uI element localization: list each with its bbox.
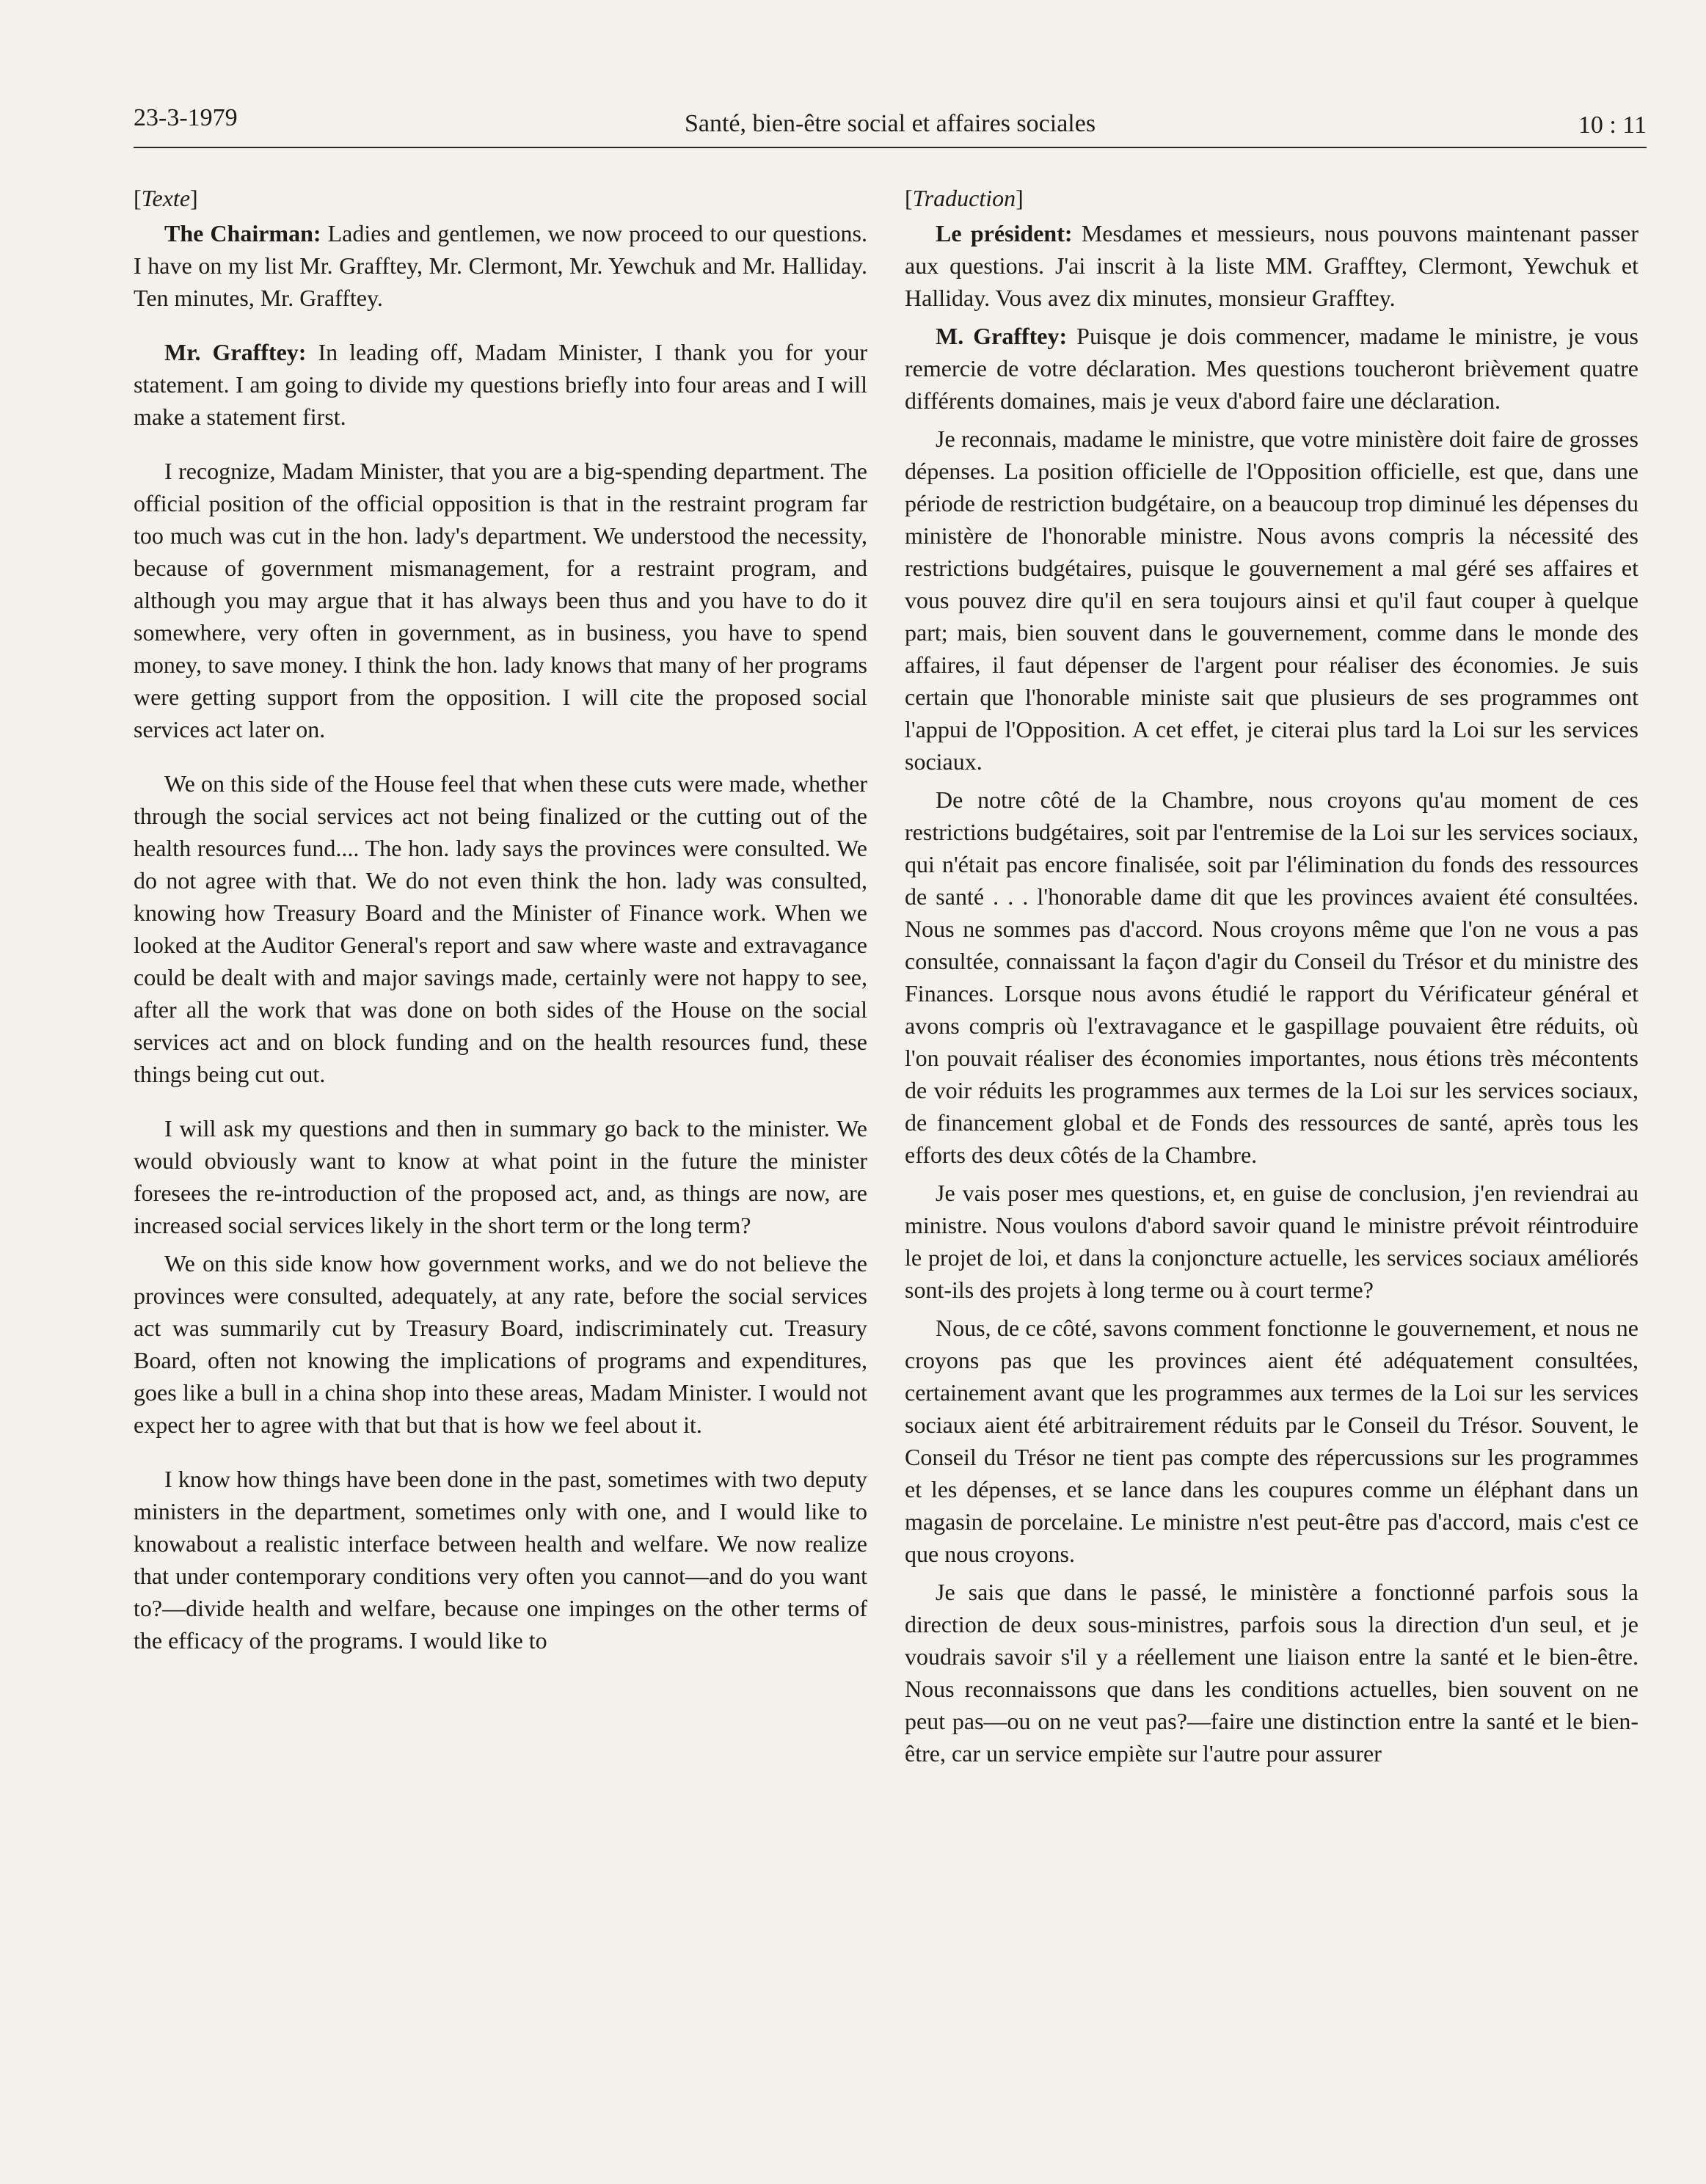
paragraph xyxy=(134,1247,867,1441)
language-label-text: Traduction xyxy=(912,185,1016,211)
paragraph-text: We on this side know how government works, and we do not believe the provinces were consulted, adequately, at any rate, before the social services act was summarily cut by Treasury Board, indiscriminately cut. Treasury Board, often not knowing the implications of programs and expenditures, goes like a bull in a china shop into these areas, Madam Minister. I would not expect her to agree with that but that is how we feel about it. xyxy=(134,1250,867,1438)
english-column xyxy=(134,182,867,2163)
speaker-name: Mr. Grafftey: xyxy=(164,339,307,365)
paragraph xyxy=(905,320,1638,417)
paragraph-text: In leading off, Madam Minister, I thank you for your statement. I am going to divide my questions briefly into four areas and I will make a statement first. xyxy=(134,339,868,430)
paragraph-text: I will ask my questions and then in summary go back to the minister. We would obviously want to know at what point in the future the minister foresees the re-introduction of the proposed act, and, as things are now, are increased social services likely in the short term or the long term? xyxy=(134,1115,867,1238)
header-title: Santé, bien-être social et affaires sociales xyxy=(684,110,1096,137)
paragraph xyxy=(905,1312,1638,1570)
paragraph-text: I recognize, Madam Minister, that you are a big-spending department. The official position of the official opposition is that in the restraint program far too much was cut in the hon. lady's department. We understood the necessity, because of government mismanagement, for a restraint program, and although you may argue that it has always been thus and you have to do it somewhere, very often in government, as in business, you have to spend money, to save money. I think the hon. lady knows that many of her programs were getting support from the opposition. I will cite the proposed social services act later on. xyxy=(134,458,867,742)
french-column xyxy=(905,182,1638,2163)
speaker-name: Le président: xyxy=(936,220,1073,246)
paragraph xyxy=(134,767,867,1090)
paragraph xyxy=(134,455,867,745)
language-label: [Texte] xyxy=(134,185,198,211)
paragraph-text: Je sais que dans le passé, le ministère a fonctionné parfois sous la direction de deux sous-ministres, parfois sous la direction d'un seul, et je voudrais savoir s'il y a réellement une liaison entre la santé et le bien-être. Nous reconnaissons que dans les conditions actuelles, bien souvent on ne peut pas—ou on ne veut pas?—faire une distinction entre la santé et le bien-être, car un service empiète sur l'autre pour assurer xyxy=(905,1579,1638,1767)
paragraph xyxy=(134,1463,867,1657)
paragraph-text: Mesdames et messieurs, nous pouvons maintenant passer aux questions. J'ai inscrit à la liste MM. Grafftey, Clermont, Yewchuk et Halliday. Vous avez dix minutes, monsieur Grafftey. xyxy=(905,220,1639,311)
paragraph xyxy=(905,217,1638,314)
paragraph-text: De notre côté de la Chambre, nous croyons qu'au moment de ces restrictions budgétaires, soit par l'entremise de la Loi sur les services sociaux, qui n'était pas encore finalisée, soit par l'élimination du fonds des ressources de santé . . . l'honorable dame dit que les provinces avaient été consultées. Nous ne sommes pas d'accord. Nous croyons même que l'on ne vous a pas consultée, connaissant la façon d'agir du Conseil du Trésor et du ministre des Finances. Lorsque nous avons étudié le rapport du Vérificateur général et avons compris où l'extravagance et le gaspillage pouvaient être réduits, où l'on pouvait réaliser des économies importantes, nous étions très mécontents de voir réduits les programmes aux termes de la Loi sur les services sociaux, de financement global et de Fonds des ressources de santé, après tous les efforts des deux côtés de la Chambre. xyxy=(905,786,1638,1168)
paragraph-text: We on this side of the House feel that when these cuts were made, whether through the social services act not being finalized or the cutting out of the health resources fund.... The hon. lady says the provinces were consulted. We do not agree with that. We do not even think the hon. lady was consulted, knowing how Treasury Board and the Minister of Finance work. When we looked at the Auditor General's report and saw where waste and extravagance could be dealt with and major savings made, certainly were not happy to see, after all the work that was done on both sides of the House on the social services act and on block funding and on the health resources fund, these things being cut out. xyxy=(134,770,867,1087)
speaker-name: M. Grafftey: xyxy=(936,323,1068,349)
paragraph-text: Puisque je dois commencer, madame le ministre, je vous remercie de votre déclaration. Mes questions toucheront brièvement quatre différents domaines, mais je veux d'abord faire une déclaration. xyxy=(905,323,1639,414)
paragraph xyxy=(905,1177,1638,1306)
language-label: [Traduction] xyxy=(905,185,1024,211)
header-date: 23-3-1979 xyxy=(134,104,238,131)
paragraph-text: Ladies and gentlemen, we now proceed to our questions. I have on my list Mr. Grafftey, Mr. Clermont, Mr. Yewchuk and Mr. Halliday. Ten minutes, Mr. Grafftey. xyxy=(134,220,868,311)
paragraph xyxy=(134,1112,867,1241)
page-number: 10 : 11 xyxy=(1578,112,1647,139)
paragraph xyxy=(905,784,1638,1171)
paragraph-text: I know how things have been done in the past, sometimes with two deputy ministers in the department, sometimes only with one, and I would like to knowabout a realistic interface between health and welfare. We now realize that under contemporary conditions very often you cannot—and do you want to?—divide health and welfare, because one impinges on the other terms of the efficacy of the programs. I would like to xyxy=(134,1466,867,1654)
speaker-name: The Chairman: xyxy=(164,220,321,246)
paragraph xyxy=(134,217,867,314)
paragraph-text: Je vais poser mes questions, et, en guise de conclusion, j'en reviendrai au ministre. Nous voulons d'abord savoir quand le ministre prévoit réintroduire le projet de loi, et dans la conjoncture actuelle, les services sociaux améliorés sont-ils des projets à long terme ou à court terme? xyxy=(905,1180,1638,1303)
paragraph xyxy=(134,336,867,433)
language-label-text: Texte xyxy=(141,185,191,211)
paragraph-text: Je reconnais, madame le ministre, que votre ministère doit faire de grosses dépenses. La position officielle de l'Opposition officielle, est que, dans une période de restriction budgétaire, on a beaucoup trop diminué les dépenses du ministère de l'honorable ministre. Nous avons compris la nécessité des restrictions budgétaires, puisque le gouvernement a mal géré ses affaires et vous pouvez dire qu'il en sera toujours ainsi et qu'il faut couper à quelque part; mais, bien souvent dans le gouvernement, comme dans le monde des affaires, il faut dépenser de l'argent pour réaliser des économies. Je suis certain que l'honorable ministe sait que plusieurs de ses programmes ont l'appui de l'Opposition. A cet effet, je citerai plus tard la Loi sur les services sociaux. xyxy=(905,426,1638,775)
page-header xyxy=(134,101,1647,148)
paragraph xyxy=(905,1576,1638,1770)
paragraph xyxy=(905,423,1638,778)
paragraph-text: Nous, de ce côté, savons comment fonctionne le gouvernement, et nous ne croyons pas que les provinces aient été adéquatement consultées, certainement avant que les programmes aux termes de la Loi sur les services sociaux aient été arbitrairement réduits par le Conseil du Trésor. Souvent, le Conseil du Trésor ne tient pas compte des répercussions sur les programmes et les dépenses, et se lance dans les coupures comme un éléphant dans un magasin de porcelaine. Le ministre n'est peut-être pas d'accord, mais c'est ce que nous croyons. xyxy=(905,1315,1638,1567)
